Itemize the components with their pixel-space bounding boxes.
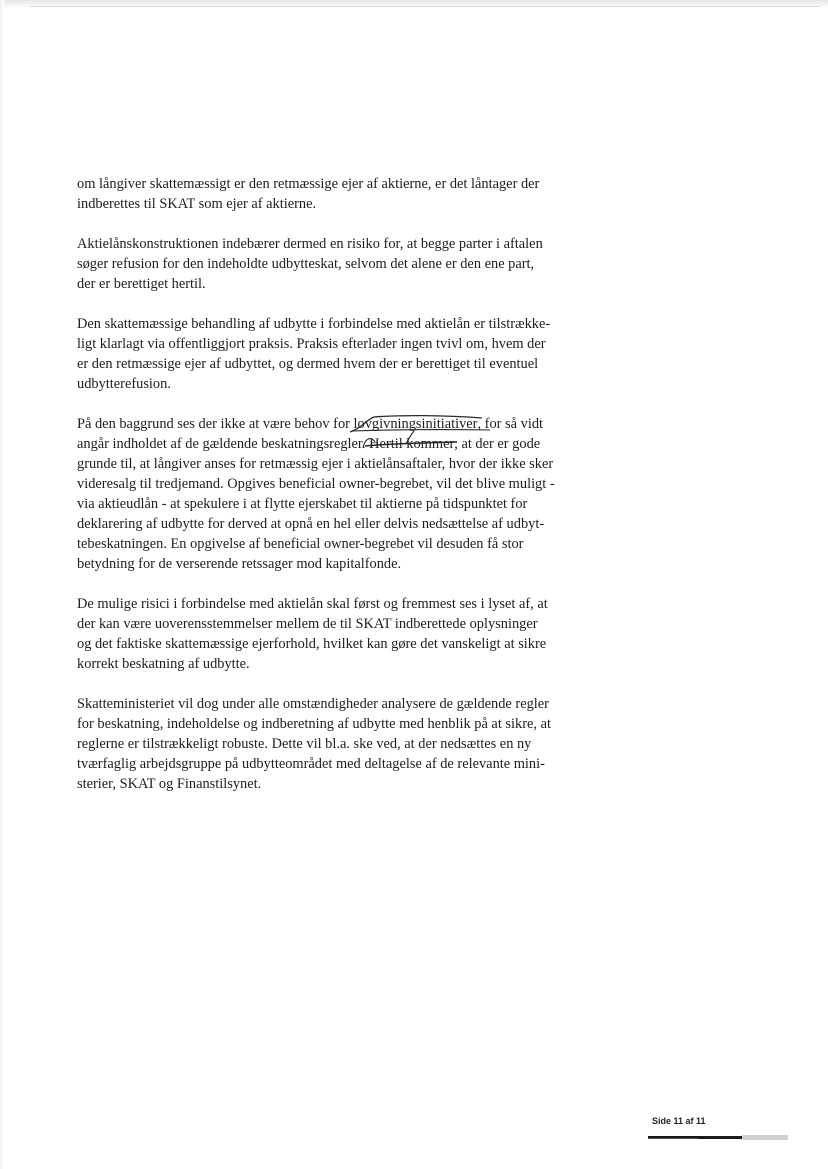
text-line: reglerne er tilstrækkeligt robuste. Dette vil bl.a. ske ved, at der nedsættes en ny bbox=[77, 736, 532, 752]
text-segment: På den baggrund ses der ikke at være behov for bbox=[77, 416, 354, 432]
scan-top-rule bbox=[30, 6, 820, 7]
text-line: der er berettiget hertil. bbox=[77, 276, 206, 292]
text-line: om långiver skattemæssigt er den retmæssige ejer af aktierne, er det låntager der bbox=[77, 176, 540, 192]
document-body bbox=[77, 174, 617, 814]
text-segment: lovgivningsinitiativer bbox=[353, 416, 478, 432]
text-line: der kan være uoverensstemmelser mellem de til SKAT indberettede oplysninger bbox=[77, 616, 538, 632]
footer-rule-grey bbox=[742, 1135, 788, 1140]
text-line: udbytterefusion. bbox=[77, 376, 171, 392]
text-line: videresalg til tredjemand. Opgives beneficial owner-begrebet, vil det blive muligt - bbox=[77, 476, 555, 492]
text-line: sterier, SKAT og Finanstilsynet. bbox=[77, 776, 262, 792]
footer-rule-thin bbox=[648, 1138, 698, 1139]
text-line bbox=[77, 414, 617, 434]
text-line: grunde til, at långiver anses for retmæssig ejer i aktielånsaftaler, hvor der ikke sker bbox=[77, 456, 554, 472]
text-segment: , for så vidt bbox=[477, 416, 544, 432]
paragraph-4 bbox=[77, 414, 617, 574]
paragraph-1 bbox=[77, 174, 617, 214]
paragraph-5 bbox=[77, 594, 617, 674]
scan-left-shadow bbox=[0, 0, 4, 1169]
text-line: søger refusion for den indeholdte udbytteskat, selvom det alene er den ene part, bbox=[77, 256, 535, 272]
text-line: tværfaglig arbejdsgruppe på udbytteområdet med deltagelse af de relevante mini- bbox=[77, 756, 545, 772]
text-line: Aktielånskonstruktionen indebærer dermed en risiko for, at begge parter i aftalen bbox=[77, 236, 543, 252]
text-segment: , at der er gode bbox=[454, 436, 541, 452]
text-line: korrekt beskatning af udbytte. bbox=[77, 656, 250, 672]
text-line: De mulige risici i forbindelse med aktielån skal først og fremmest ses i lyset af, at bbox=[77, 596, 548, 612]
text-line: indberettes til SKAT som ejer af aktierne. bbox=[77, 196, 317, 212]
text-line bbox=[77, 434, 617, 454]
text-line: for beskatning, indeholdelse og indberetning af udbytte med henblik på at sikre, at bbox=[77, 716, 551, 732]
text-line: deklarering af udbytte for derved at opnå en hel eller delvis nedsættelse af udbyt- bbox=[77, 516, 545, 532]
text-line: ligt klarlagt via offentliggjort praksis. Praksis efterlader ingen tvivl om, hvem der bbox=[77, 336, 546, 352]
paragraph-6 bbox=[77, 694, 617, 794]
handwritten-struck-phrase bbox=[369, 436, 454, 452]
text-line: Skatteministeriet vil dog under alle omstændigheder analysere de gældende regler bbox=[77, 696, 549, 712]
text-line: via aktieudlån - at spekulere i at flytte ejerskabet til aktierne på tidspunktet for bbox=[77, 496, 528, 512]
text-line: Den skattemæssige behandling af udbytte i forbindelse med aktielån er tilstrække- bbox=[77, 316, 551, 332]
paragraph-3 bbox=[77, 314, 617, 394]
text-line: betydning for de verserende retssager mod kapitalfonde. bbox=[77, 556, 402, 572]
paragraph-2 bbox=[77, 234, 617, 294]
page-number: Side 11 af 11 bbox=[652, 1116, 706, 1126]
text-segment: Hertil kommer bbox=[369, 436, 455, 452]
text-segment: angår indholdet af de gældende beskatningsregler. bbox=[77, 436, 370, 452]
handwritten-underlined-phrase bbox=[354, 416, 478, 432]
text-line: og det faktiske skattemæssige ejerforhold, hvilket kan gøre det vanskeligt at sikre bbox=[77, 636, 547, 652]
text-line: tebeskatningen. En opgivelse af beneficial owner-begrebet vil desuden få stor bbox=[77, 536, 524, 552]
text-line: er den retmæssige ejer af udbyttet, og dermed hvem der er berettiget til eventuel bbox=[77, 356, 539, 372]
